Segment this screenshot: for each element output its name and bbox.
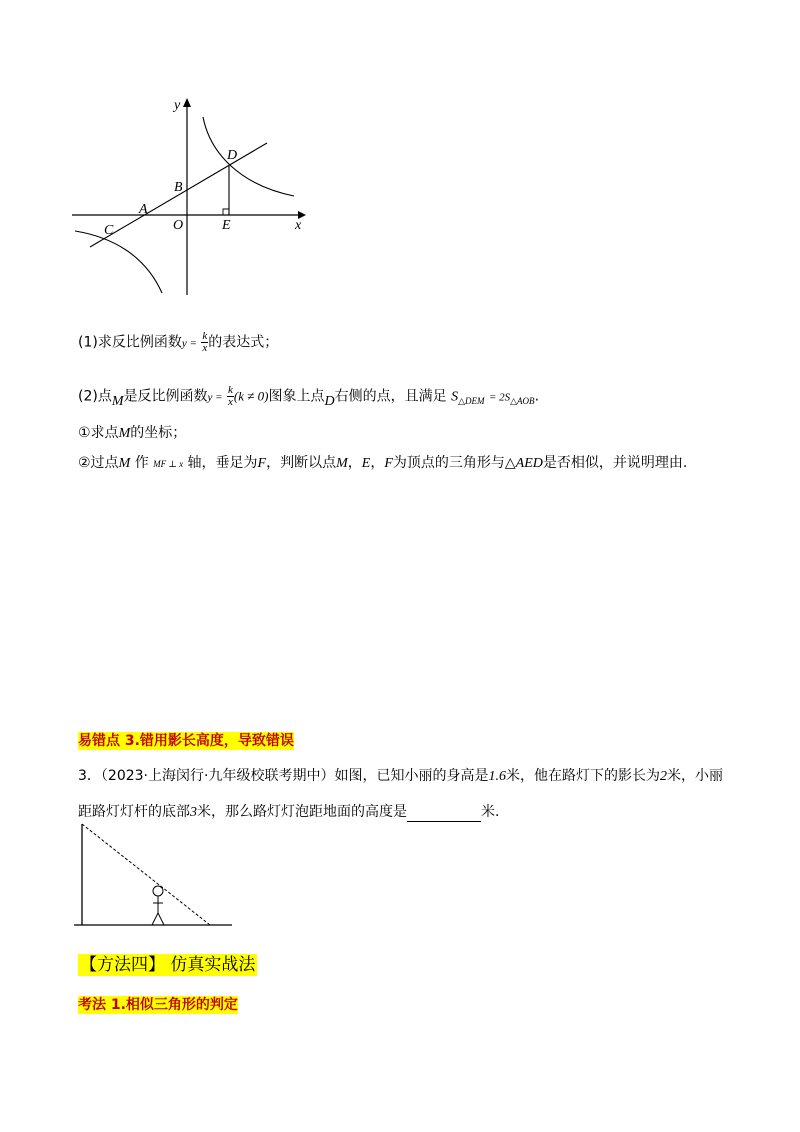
- label-C: C: [104, 223, 114, 238]
- comma: ，: [347, 455, 362, 471]
- comma: ，: [370, 455, 385, 471]
- label-x: x: [295, 218, 302, 233]
- error-point-3-title: 易错点 3.错用影长高度，导致错误: [78, 733, 294, 749]
- q2b-text3: 为顶点的三角形与: [392, 455, 505, 471]
- perpendicular-expression: MF ⊥ x: [153, 459, 184, 469]
- period: .: [534, 388, 540, 405]
- label-O: O: [173, 218, 184, 233]
- label-A: A: [139, 202, 148, 217]
- q3-text4: 米，那么路灯灯泡距地面的高度是: [197, 804, 407, 820]
- equals-2S: = 2S: [488, 391, 511, 404]
- hyperbola-branch-1: [203, 117, 294, 196]
- label-B: B: [174, 180, 183, 195]
- point-E: E: [361, 456, 371, 471]
- kaofa-heading: [78, 996, 238, 1014]
- subscript-DEM: △DEM: [458, 395, 485, 406]
- part2-text2: 图象上点: [268, 388, 325, 405]
- right-angle-mark: [223, 209, 229, 215]
- subscript-AOB: △AOB: [510, 395, 535, 406]
- area-S: S: [451, 389, 459, 405]
- frac-den: x: [202, 342, 208, 354]
- q2b-text2: ，判断以点: [266, 455, 337, 471]
- light-ray: [82, 824, 210, 925]
- shadow-value: 2: [659, 769, 667, 784]
- point-D: D: [324, 393, 335, 409]
- q2a-suffix: 的坐标；: [130, 425, 187, 441]
- function-y-eq: y =: [207, 391, 223, 404]
- method-heading: [78, 954, 257, 976]
- point-F: F: [384, 456, 393, 471]
- frac-num: k: [202, 330, 208, 342]
- part2-text1: 是反比例函数: [123, 388, 208, 405]
- triangle-AED: △AED: [504, 456, 543, 471]
- question-number: 3．: [78, 768, 101, 784]
- q2b-prefix: ②过点: [78, 455, 119, 471]
- person-figure: [152, 886, 164, 925]
- point-M: M: [118, 456, 131, 471]
- kaofa-1-title: 考法 1.相似三角形的判定: [78, 997, 238, 1013]
- frac-num: k: [228, 384, 233, 396]
- distance-value: 3: [190, 805, 197, 820]
- q3-text2: 米，小丽: [666, 768, 723, 784]
- height-value: 1.6: [488, 769, 506, 784]
- function-y-eq: y =: [181, 337, 197, 350]
- point-M: M: [336, 456, 348, 471]
- point-M: M: [111, 393, 124, 409]
- fraction-k-over-x: [227, 385, 234, 408]
- k-condition: (k ≠ 0): [233, 388, 269, 404]
- q2b-zuo: 作: [134, 455, 149, 471]
- part1-suffix: 的表达式；: [208, 334, 279, 351]
- part2-prefix: (2)点: [78, 388, 112, 405]
- question-3-line-1: [78, 767, 723, 786]
- y-axis-arrow: [183, 98, 191, 107]
- q2b-text4: 是否相似，并说明理由.: [542, 455, 688, 471]
- q2a-prefix: ①求点: [78, 425, 119, 441]
- hyperbola-branch-3: [75, 231, 162, 293]
- lamp-post-figure: [72, 818, 237, 930]
- label-E: E: [222, 218, 231, 233]
- answer-blank[interactable]: [407, 807, 481, 822]
- q3-text1: 米，他在路灯下的影长为: [505, 768, 660, 784]
- point-F: F: [257, 456, 267, 471]
- question-part-1: [78, 331, 278, 354]
- question-part-2: [78, 385, 539, 408]
- question-2-2: [78, 454, 687, 473]
- point-M: M: [118, 426, 131, 441]
- coordinate-figure: [70, 95, 320, 300]
- q3-text5: 米.: [481, 804, 500, 820]
- section-error-heading: [78, 732, 294, 750]
- label-y: y: [174, 98, 181, 113]
- label-D: D: [227, 148, 238, 163]
- q3-source-text: （2023·上海闵行·九年级校联考期中）如图，已知小丽的身高是: [100, 768, 489, 784]
- q2b-text1: 轴，垂足为: [187, 455, 258, 471]
- question-2-1: [78, 424, 186, 443]
- frac-den: x: [228, 396, 233, 408]
- method-four-title: 【方法四】 仿真实战法: [80, 955, 256, 975]
- part2-text3: 右侧的点，且满足: [334, 388, 447, 405]
- part1-prefix: (1)求反比例函数: [78, 334, 182, 351]
- q3-text3: 距路灯灯杆的底部: [78, 804, 190, 820]
